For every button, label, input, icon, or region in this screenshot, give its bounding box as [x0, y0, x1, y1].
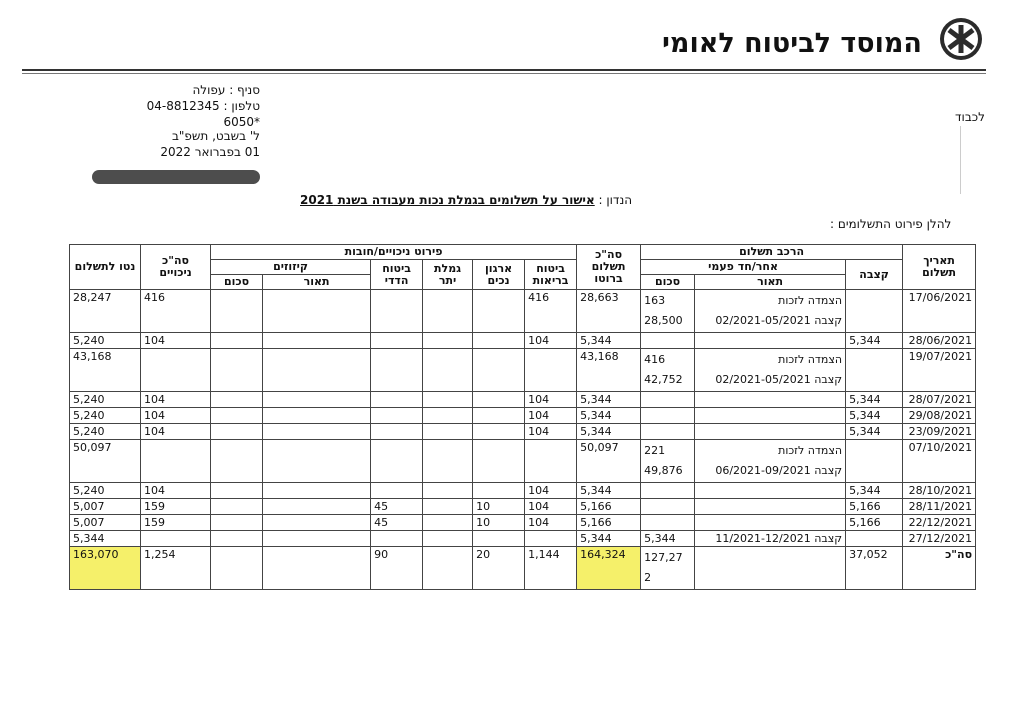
cell-description-line: הצמדה לזכות — [778, 353, 843, 366]
cell-total-deductions — [141, 349, 211, 392]
cell-date: 23/09/2021 — [903, 424, 976, 440]
table-row — [70, 499, 976, 515]
intro-text: להלן פירוט התשלומים : — [830, 217, 952, 231]
cell-amount — [641, 424, 695, 440]
cell-amount — [641, 408, 695, 424]
header-mutual: ביטוח הדדי — [371, 260, 423, 290]
cell-description — [695, 333, 846, 349]
cell-mutual: 45 — [371, 515, 423, 531]
cell-surplus — [423, 440, 473, 483]
cell-gross: 5,344 — [577, 392, 641, 408]
header-gross: סה"כ תשלום ברוטו — [577, 245, 641, 290]
cell-mutual — [371, 424, 423, 440]
cell-surplus — [423, 547, 473, 590]
table-row — [70, 408, 976, 424]
cell-amount-line: 221 — [644, 444, 666, 457]
cell-surplus — [423, 531, 473, 547]
gregorian-date: 01 בפברואר 2022 — [160, 145, 260, 159]
cell-net: 163,070 — [70, 547, 141, 590]
cell-total-deductions: 104 — [141, 392, 211, 408]
cell-gross: 5,344 — [577, 408, 641, 424]
header-org: ארגון נכים — [473, 260, 525, 290]
cell-offset-amount — [211, 392, 263, 408]
cell-amount — [641, 349, 695, 392]
cell-offset-description — [263, 531, 371, 547]
phone-number: טלפון : 04-8812345 *6050 — [146, 99, 260, 129]
cell-pension: 5,344 — [846, 408, 903, 424]
cell-amount — [641, 333, 695, 349]
cell-offset-amount — [211, 547, 263, 590]
cell-offset-description — [263, 424, 371, 440]
cell-offset-description — [263, 408, 371, 424]
cell-offset-description — [263, 440, 371, 483]
cell-health: 416 — [525, 290, 577, 333]
cell-surplus — [423, 290, 473, 333]
cell-date: 27/12/2021 — [903, 531, 976, 547]
cell-health: 104 — [525, 515, 577, 531]
header-offset-amount: סכום — [211, 275, 263, 290]
cell-surplus — [423, 392, 473, 408]
cell-total-deductions: 159 — [141, 515, 211, 531]
cell-description-line: הצמדה לזכות — [778, 444, 843, 457]
cell-pension: 5,344 — [846, 424, 903, 440]
cell-description — [695, 392, 846, 408]
cell-offset-description — [263, 349, 371, 392]
cell-health: 104 — [525, 424, 577, 440]
recipient-label: לכבוד — [955, 110, 985, 124]
table-row — [70, 392, 976, 408]
subject-text: אישור על תשלומים בגמלת נכות מעבודה בשנת 2021 — [300, 193, 595, 207]
cell-amount — [641, 531, 695, 547]
cell-pension: 5,344 — [846, 333, 903, 349]
cell-amount-line: 416 — [644, 353, 666, 366]
table-row — [70, 333, 976, 349]
header-net: נטו לתשלום — [70, 245, 141, 290]
cell-surplus — [423, 483, 473, 499]
table-row — [70, 440, 976, 483]
cell-org — [473, 531, 525, 547]
cell-gross: 50,097 — [577, 440, 641, 483]
cell-gross: 43,168 — [577, 349, 641, 392]
cell-total-deductions: 1,254 — [141, 547, 211, 590]
cell-surplus — [423, 515, 473, 531]
cell-amount — [641, 547, 695, 590]
cell-description — [695, 408, 846, 424]
cell-description — [695, 440, 846, 483]
cell-offset-description — [263, 515, 371, 531]
header-total-deductions: סה"כ ניכויים — [141, 245, 211, 290]
header-offset-description: תאור — [263, 275, 371, 290]
table-body — [70, 290, 976, 590]
cell-date: 29/08/2021 — [903, 408, 976, 424]
cell-pension — [846, 440, 903, 483]
cell-org: 10 — [473, 499, 525, 515]
cell-description — [695, 547, 846, 590]
cell-surplus — [423, 408, 473, 424]
cell-net: 5,007 — [70, 515, 141, 531]
cell-health — [525, 349, 577, 392]
cell-gross: 5,166 — [577, 499, 641, 515]
cell-surplus — [423, 424, 473, 440]
cell-health: 104 — [525, 408, 577, 424]
cell-offset-amount — [211, 290, 263, 333]
cell-org — [473, 333, 525, 349]
cell-description-line: קצבה 06/2021-09/2021 — [715, 464, 843, 477]
cell-net: 28,247 — [70, 290, 141, 333]
cell-pension: 5,344 — [846, 392, 903, 408]
cell-description — [695, 424, 846, 440]
cell-offset-description — [263, 483, 371, 499]
cell-total-deductions: 104 — [141, 424, 211, 440]
cell-offset-amount — [211, 408, 263, 424]
cell-health: 104 — [525, 392, 577, 408]
cell-mutual — [371, 290, 423, 333]
table-row — [70, 290, 976, 333]
cell-pension: 5,166 — [846, 499, 903, 515]
cell-offset-amount — [211, 531, 263, 547]
cell-gross: 5,166 — [577, 515, 641, 531]
cell-description — [695, 515, 846, 531]
cell-mutual — [371, 483, 423, 499]
header-pension: קצבה — [846, 260, 903, 290]
cell-net: 5,240 — [70, 483, 141, 499]
header-amount: סכום — [641, 275, 695, 290]
cell-date: 07/10/2021 — [903, 440, 976, 483]
payments-table — [69, 244, 976, 590]
cell-date: 19/07/2021 — [903, 349, 976, 392]
cell-date: 22/12/2021 — [903, 515, 976, 531]
subject-prefix: הנדון : — [598, 193, 633, 207]
cell-gross: 5,344 — [577, 333, 641, 349]
cell-net: 5,007 — [70, 499, 141, 515]
cell-amount — [641, 290, 695, 333]
cell-mutual — [371, 349, 423, 392]
cell-description-line: הצמדה לזכות — [778, 294, 843, 307]
branch-name: סניף : עפולה — [192, 83, 260, 97]
cell-date: 28/10/2021 — [903, 483, 976, 499]
cell-gross: 28,663 — [577, 290, 641, 333]
cell-total-deductions: 104 — [141, 333, 211, 349]
organization-name: המוסד לביטוח לאומי — [661, 28, 922, 59]
cell-amount — [641, 392, 695, 408]
table-row — [70, 515, 976, 531]
cell-total-deductions: 416 — [141, 290, 211, 333]
cell-offset-amount — [211, 499, 263, 515]
cell-offset-description — [263, 547, 371, 590]
cell-pension: 5,166 — [846, 515, 903, 531]
table-row — [70, 483, 976, 499]
cell-amount — [641, 440, 695, 483]
header-divider-thin — [22, 73, 986, 74]
header-divider — [22, 69, 986, 71]
header-other: אחר/חד פעמי — [641, 260, 846, 275]
cell-org — [473, 290, 525, 333]
cell-mutual — [371, 408, 423, 424]
cell-total-deductions — [141, 531, 211, 547]
cell-offset-amount — [211, 424, 263, 440]
cell-mutual — [371, 392, 423, 408]
cell-total-deductions — [141, 440, 211, 483]
cell-gross: 5,344 — [577, 483, 641, 499]
cell-offset-description — [263, 290, 371, 333]
cell-offset-amount — [211, 440, 263, 483]
header-surplus: גמלת יתר — [423, 260, 473, 290]
cell-pension — [846, 349, 903, 392]
cell-net: 5,344 — [70, 531, 141, 547]
header-health: ביטוח בריאות — [525, 260, 577, 290]
cell-health: 104 — [525, 333, 577, 349]
cell-description-line: קצבה 02/2021-05/2021 — [715, 373, 843, 386]
cell-offset-amount — [211, 483, 263, 499]
cell-amount-line: 49,876 — [644, 464, 683, 477]
cell-net: 5,240 — [70, 333, 141, 349]
cell-org — [473, 424, 525, 440]
cell-date: 28/06/2021 — [903, 333, 976, 349]
cell-description — [695, 499, 846, 515]
cell-amount-line: 5,344 — [644, 532, 676, 545]
cell-date: סה"כ — [903, 547, 976, 590]
hebrew-date: ל' בשבט, תשפ"ב — [171, 129, 260, 143]
cell-date: 17/06/2021 — [903, 290, 976, 333]
recipient-address-area — [960, 126, 991, 194]
cell-surplus — [423, 333, 473, 349]
cell-org: 10 — [473, 515, 525, 531]
cell-date: 28/07/2021 — [903, 392, 976, 408]
cell-offset-description — [263, 333, 371, 349]
cell-amount-line: 42,752 — [644, 373, 683, 386]
cell-description — [695, 531, 846, 547]
subject-line — [300, 193, 632, 207]
cell-gross: 5,344 — [577, 531, 641, 547]
cell-org — [473, 349, 525, 392]
cell-total-deductions: 104 — [141, 408, 211, 424]
redacted-id — [92, 170, 260, 184]
cell-org — [473, 408, 525, 424]
cell-offset-amount — [211, 349, 263, 392]
header-date: תאריך תשלום — [903, 245, 976, 290]
cell-amount — [641, 483, 695, 499]
cell-amount — [641, 515, 695, 531]
cell-org — [473, 440, 525, 483]
cell-pension — [846, 531, 903, 547]
cell-amount — [641, 499, 695, 515]
totals-row — [70, 547, 976, 590]
cell-description-line: קצבה 11/2021-12/2021 — [715, 532, 843, 545]
cell-surplus — [423, 499, 473, 515]
cell-mutual — [371, 440, 423, 483]
letter-date-block — [150, 128, 260, 160]
cell-description-line: קצבה 02/2021-05/2021 — [715, 314, 843, 327]
cell-total-deductions: 159 — [141, 499, 211, 515]
table-row — [70, 531, 976, 547]
cell-health: 104 — [525, 483, 577, 499]
header-description: תאור — [695, 275, 846, 290]
cell-health — [525, 440, 577, 483]
header-composition: הרכב תשלום — [641, 245, 903, 260]
cell-description — [695, 349, 846, 392]
cell-description — [695, 483, 846, 499]
cell-offset-description — [263, 499, 371, 515]
national-insurance-logo-icon — [938, 16, 984, 62]
cell-net: 50,097 — [70, 440, 141, 483]
cell-gross: 164,324 — [577, 547, 641, 590]
cell-offset-amount — [211, 333, 263, 349]
cell-pension: 37,052 — [846, 547, 903, 590]
cell-amount-line: 163 — [644, 294, 666, 307]
cell-amount-line: 28,500 — [644, 314, 683, 327]
cell-total-deductions: 104 — [141, 483, 211, 499]
cell-net: 5,240 — [70, 408, 141, 424]
cell-org — [473, 392, 525, 408]
cell-offset-description — [263, 392, 371, 408]
cell-mutual: 90 — [371, 547, 423, 590]
cell-gross: 5,344 — [577, 424, 641, 440]
cell-net: 5,240 — [70, 424, 141, 440]
cell-mutual: 45 — [371, 499, 423, 515]
cell-org — [473, 483, 525, 499]
cell-mutual — [371, 531, 423, 547]
cell-net: 5,240 — [70, 392, 141, 408]
header-deductions: פירוט ניכויים/חובות — [211, 245, 577, 260]
cell-description — [695, 290, 846, 333]
contact-block — [120, 82, 260, 130]
cell-amount-line: 127,27 — [644, 551, 683, 564]
header-offsets: קיזוזים — [211, 260, 371, 275]
cell-net: 43,168 — [70, 349, 141, 392]
cell-org: 20 — [473, 547, 525, 590]
cell-date: 28/11/2021 — [903, 499, 976, 515]
cell-health — [525, 531, 577, 547]
cell-offset-amount — [211, 515, 263, 531]
table-row — [70, 424, 976, 440]
cell-health: 104 — [525, 499, 577, 515]
table-row — [70, 349, 976, 392]
cell-amount-line: 2 — [644, 571, 652, 584]
cell-health: 1,144 — [525, 547, 577, 590]
cell-surplus — [423, 349, 473, 392]
cell-mutual — [371, 333, 423, 349]
cell-pension: 5,344 — [846, 483, 903, 499]
cell-pension — [846, 290, 903, 333]
